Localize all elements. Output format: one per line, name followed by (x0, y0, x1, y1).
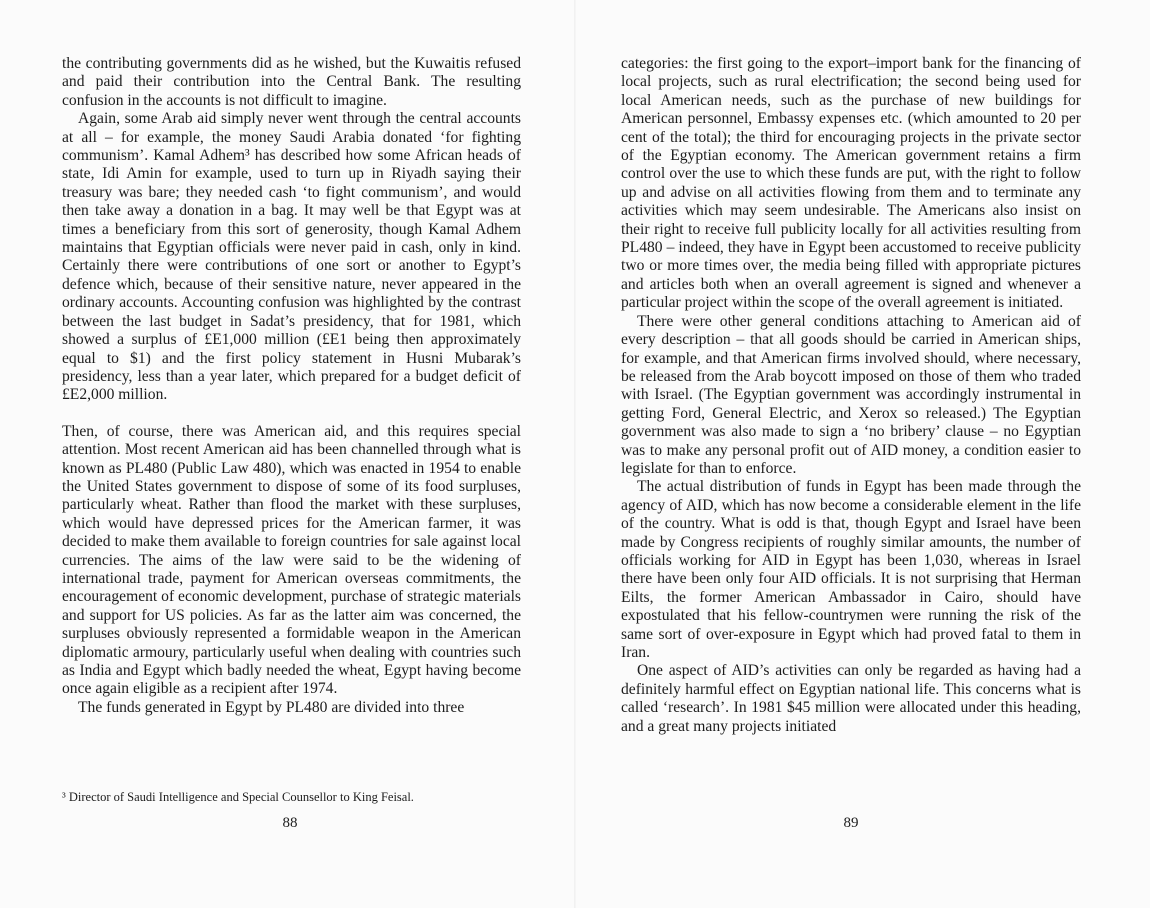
paragraph: The actual distribution of funds in Egypt has been made through the agency of AID, which has now become a considerable element in the life of the country. What is odd is that, though Egypt and Israel have been made by Congress recipients of roughly similar amounts, the number of officials working for AID in Egypt has been 1,030, whereas in Israel there have been only four AID officials. It is not surprising that Herman Eilts, the former American Ambassador in Cairo, should have expostulated that his fellow-countrymen were running the risk of the same sort of over-exposure in Egypt which had proved fatal to them in Iran. (621, 478, 1081, 661)
paragraph: One aspect of AID’s activities can only be regarded as having had a definitely harmful effect on Egyptian national life. This concerns what is called ‘research’. In 1981 $45 million were allocated under this heading, and a great many projects initiated (621, 662, 1081, 735)
paragraph: categories: the first going to the export–import bank for the financing of local projects, such as rural electrification; the second being used for local American needs, such as the purchase of new buildings for American personnel, Embassy expenses etc. (which amounted to 20 per cent of the total); the third for encouraging projects in the private sector of the Egyptian economy. The American government retains a firm control over the use to which these funds are put, with the right to follow up and advise on all activities flowing from them and to terminate any activities which may seem undesirable. The Americans also insist on their right to receive full publicity locally for all activities resulting from PL480 – indeed, they have in Egypt been accustomed to receive publicity two or more times over, the media being filled with appropriate pictures and articles both when an overall agreement is signed and whenever a particular project within the scope of the overall agreement is initiated. (621, 55, 1081, 312)
left-page-body (62, 55, 521, 717)
paragraph: The funds generated in Egypt by PL480 are divided into three (78, 698, 465, 716)
page-number-left: 88 (282, 815, 298, 831)
paragraph: the contributing governments did as he wished, but the Kuwaitis refused and paid their contribution into the Central Bank. The resulting confusion in the accounts is not difficult to imagine. (62, 55, 521, 109)
footnote: ³ Director of Saudi Intelligence and Special Counsellor to King Feisal. (62, 790, 414, 804)
right-page-body (621, 55, 1081, 736)
paragraph: Again, some Arab aid simply never went through the central accounts at all – for example, the money Saudi Arabia donated ‘for fighting communism’. Kamal Adhem³ has described how some African heads of state, Idi Amin for example, used to turn up in Riyadh saying their treasury was bare; they needed cash ‘to fight communism’, and would then take away a donation in a bag. It may well be that Egypt was at times a beneficiary from this sort of generosity, though Kamal Adhem maintains that Egyptian officials were never paid in cash, only in kind. Certainly there were contributions of one sort or another to Egypt’s defence which, because of their sensitive nature, never appeared in the ordinary accounts. Accounting confusion was highlighted by the contrast between the last budget in Sadat’s presidency, that for 1981, which showed a surplus of £E1,000 million (£E1 being then approximately equal to $1) and the first policy statement in Husni Mubarak’s presidency, less than a year later, which prepared for a budget deficit of £E2,000 million. (62, 110, 521, 404)
page-number-right: 89 (843, 815, 859, 831)
book-gutter (574, 0, 576, 908)
paragraph: There were other general conditions attaching to American aid of every description – that all goods should be carried in American ships, for example, and that American firms involved should, where necessary, be released from the Arab boycott imposed on those of them who traded with Israel. (The Egyptian government was accordingly instrumental in getting Ford, General Electric, and Xerox so released.) The Egyptian government was also made to sign a ‘no bribery’ clause – no Egyptian was to make any personal profit out of AID money, a condition easier to legislate for than to enforce. (621, 312, 1081, 477)
paragraph: Then, of course, there was American aid, and this requires special attention. Most recent American aid has been channelled through what is known as PL480 (Public Law 480), which was enacted in 1954 to enable the United States government to dispose of some of its food surpluses, particularly wheat. Rather than flood the market with these surpluses, which would have depressed prices for the American farmer, it was decided to make them available to foreign countries for sale against local currencies. The aims of the law were said to be the widening of international trade, payment for American overseas commitments, the encouragement of economic development, purchase of strategic materials and support for US policies. As far as the latter aim was concerned, the surpluses obviously represented a formidable weapon in the American diplomatic armoury, particularly useful when dealing with countries such as India and Egypt which badly needed the wheat, Egypt having become once again eligible as a recipient after 1974. (62, 422, 521, 698)
